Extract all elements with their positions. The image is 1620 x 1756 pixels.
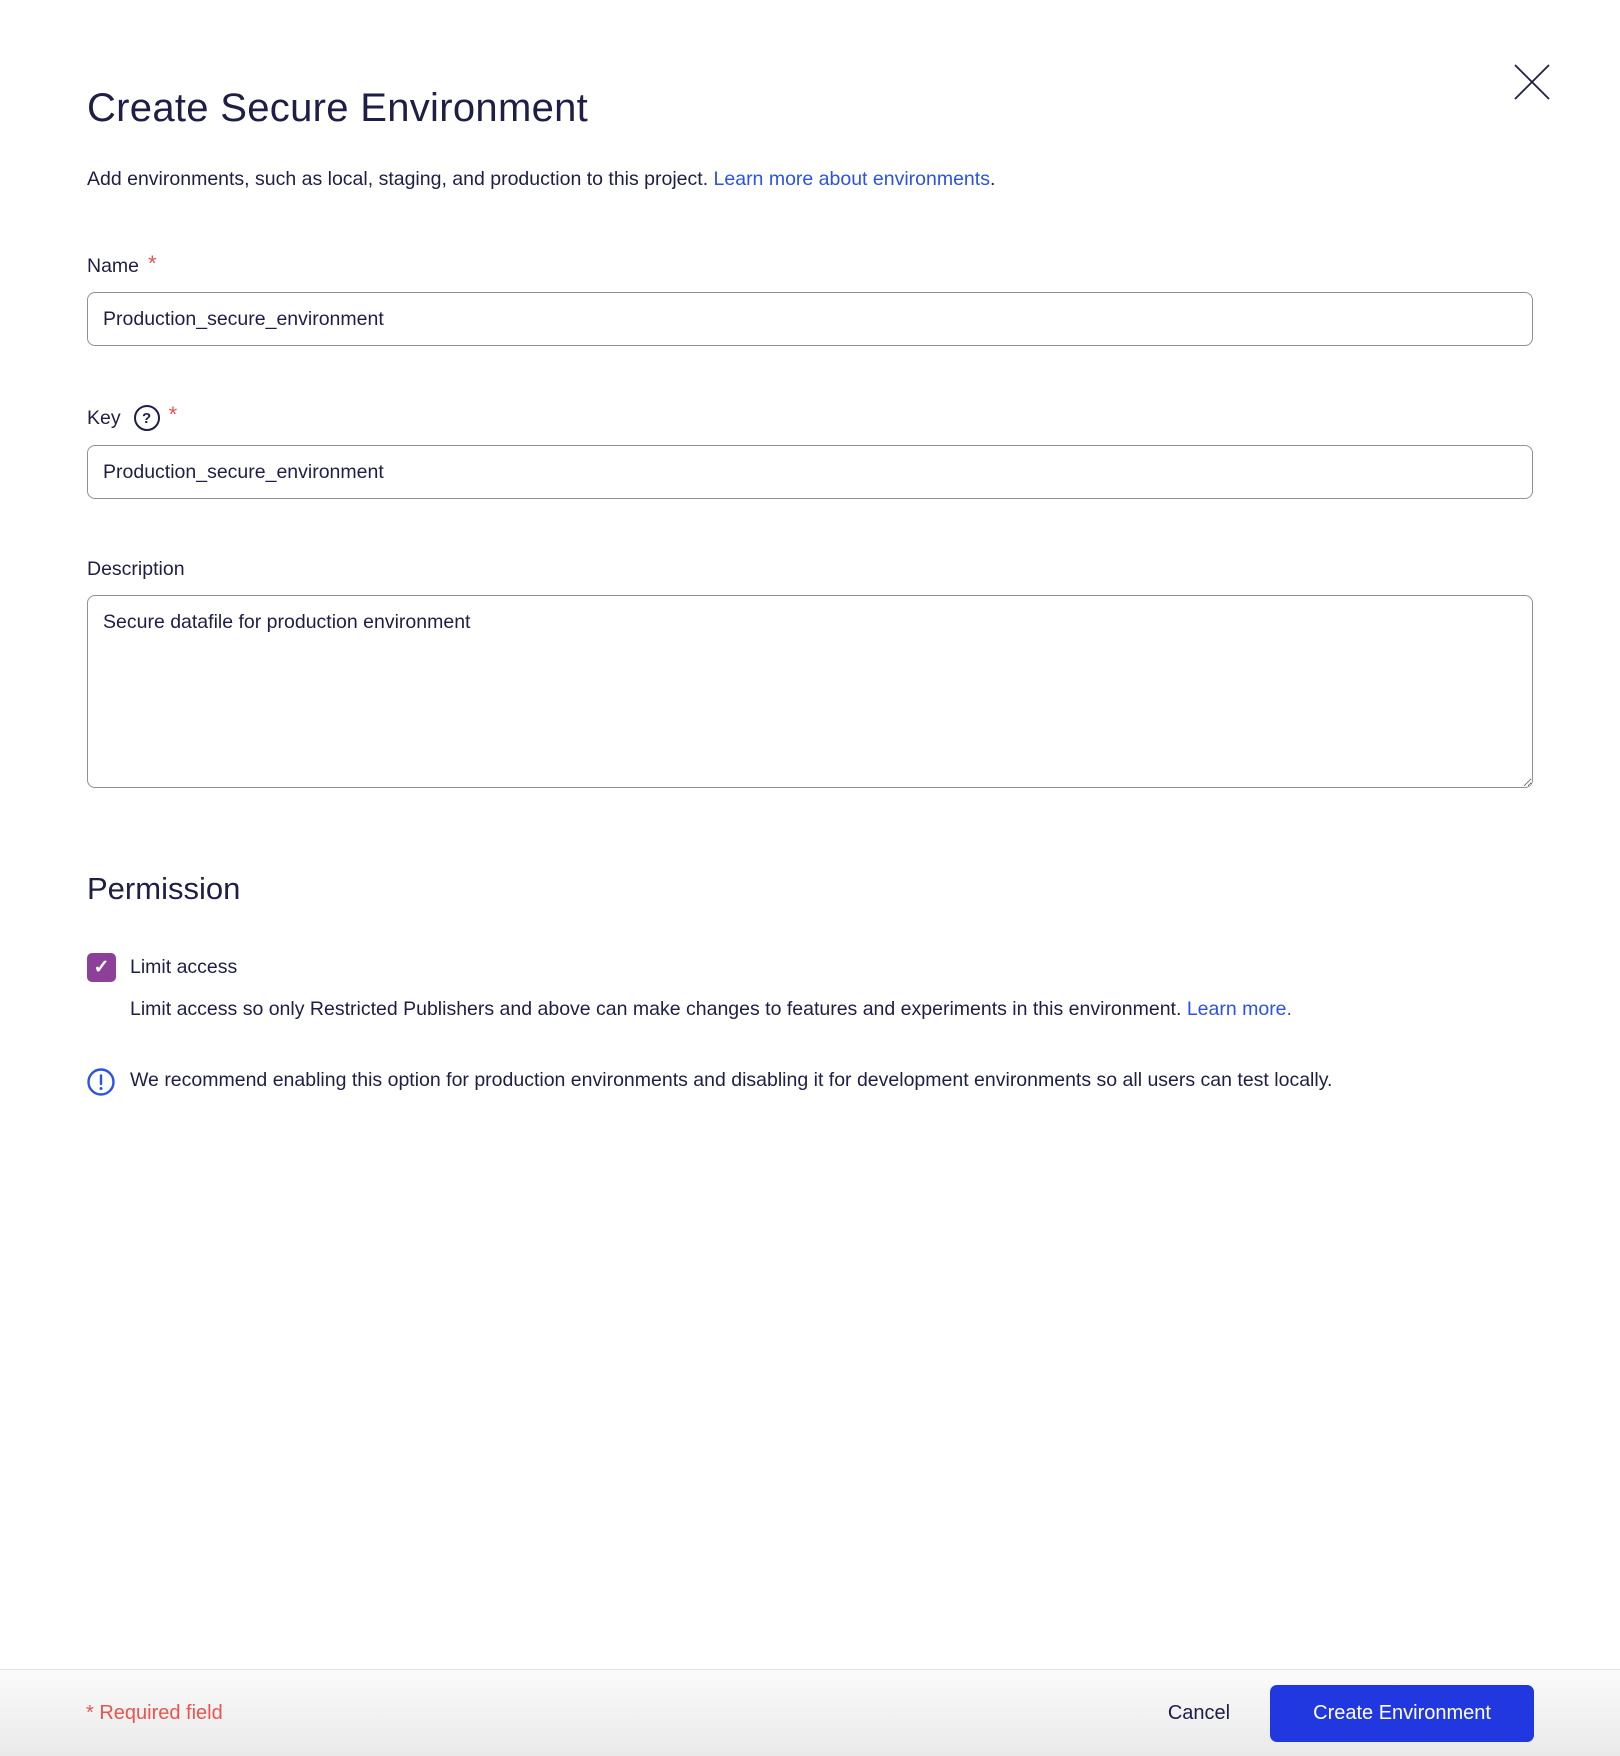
key-input[interactable] [87, 445, 1533, 499]
close-icon [1512, 61, 1552, 103]
limit-access-description-text: Limit access so only Restricted Publishers and above can make changes to features and experiments in this environment. [130, 998, 1182, 1021]
footer-actions [1144, 1685, 1534, 1742]
description-label-row [87, 558, 1533, 581]
limit-access-description [130, 991, 1420, 1027]
key-label-row [87, 402, 1533, 431]
required-asterisk: * [168, 402, 178, 428]
key-label: Key [87, 406, 121, 429]
info-circle-icon [87, 1068, 115, 1096]
description-field-group [87, 558, 1533, 793]
limit-access-learn-more-link[interactable]: Learn more. [1186, 998, 1292, 1021]
close-button[interactable] [1506, 56, 1558, 108]
required-field-note: * Required field [86, 1701, 223, 1724]
intro-suffix: . [989, 168, 996, 190]
question-circle-icon[interactable]: ? [134, 405, 160, 431]
limit-access-checkbox-row[interactable] [87, 953, 1533, 982]
cancel-button[interactable]: Cancel [1144, 1692, 1254, 1735]
name-field-group [87, 250, 1533, 346]
dialog-footer [0, 1669, 1620, 1756]
dialog-intro [87, 165, 1533, 193]
dialog-title: Create Secure Environment [87, 86, 589, 130]
description-textarea[interactable] [87, 595, 1533, 788]
limit-access-checkbox[interactable]: ✓ [87, 953, 116, 982]
description-label: Description [87, 558, 185, 581]
name-label: Name [87, 255, 140, 278]
limit-access-label: Limit access [130, 956, 238, 979]
create-environment-button[interactable]: Create Environment [1270, 1685, 1534, 1742]
intro-text: Add environments, such as local, staging, and production to this project. [87, 168, 709, 190]
key-field-group [87, 402, 1533, 499]
name-input[interactable] [87, 292, 1533, 346]
required-asterisk: * [148, 250, 157, 276]
recommendation-text: We recommend enabling this option for production environments and disabling it for development environments so all users can test locally. [130, 1069, 1333, 1092]
recommendation-note [87, 1062, 1533, 1098]
name-label-row [87, 250, 1533, 278]
permission-section-heading: Permission [87, 871, 241, 907]
learn-more-environments-link[interactable]: Learn more about environments [713, 168, 990, 190]
